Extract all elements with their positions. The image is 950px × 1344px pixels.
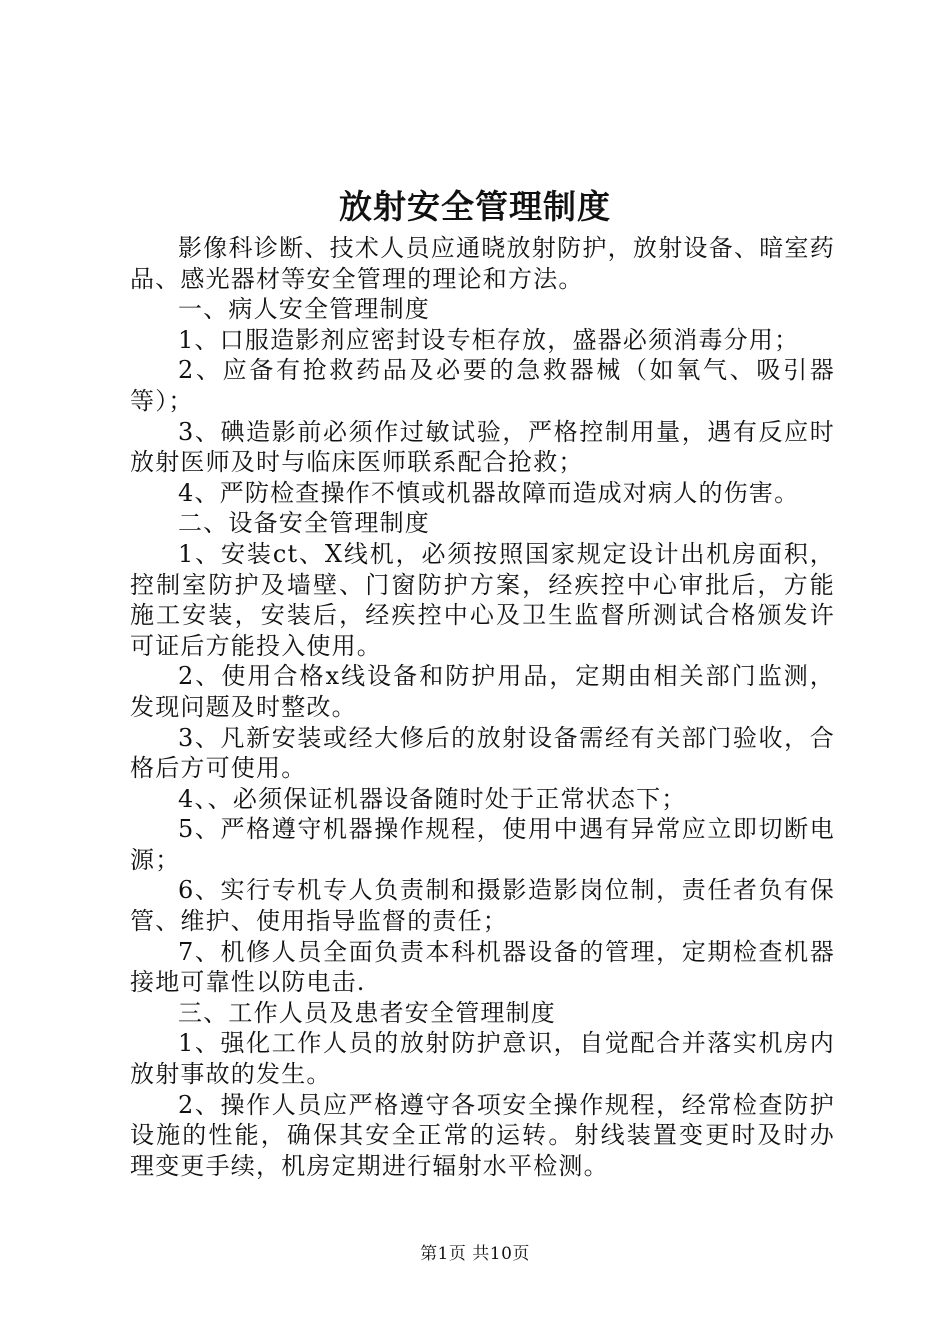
paragraph: 1、口服造影剂应密封设专柜存放，盛器必须消毒分用； [178,325,800,354]
paragraph: 1、安装ct、X线机，必须按照国家规定设计出机房面积，控制室防护及墙壁、门窗防护方案，经疾控中心审批后，方能施工安装，安装后，经疾控中心及卫生监督所测试合格颁发许可证后方能投入使用。 [130,539,835,660]
paragraph: 1、强化工作人员的放射防护意识，自觉配合并落实机房内放射事故的发生。 [130,1029,835,1089]
paragraph: 6、实行专机专人负责制和摄影造影岗位制，责任者负有保管、维护、使用指导监督的责任； [130,876,835,936]
document-title: 放射安全管理制度 [339,187,611,226]
paragraph: 4、、必须保证机器设备随时处于正常状态下； [178,784,687,813]
section-heading-staff-patient-safety: 三、工作人员及患者安全管理制度 [178,998,556,1027]
document-body [130,233,835,1181]
section-heading-patient-safety: 一、病人安全管理制度 [178,295,430,324]
paragraph: 2、应备有抢救药品及必要的急救器械（如氧气、吸引器等）； [130,356,835,415]
paragraph: 3、凡新安装或经大修后的放射设备需经有关部门验收，合格后方可使用。 [130,723,835,783]
paragraph: 7、机修人员全面负责本科机器设备的管理，定期检查机器接地可靠性以防电击. [130,937,835,997]
paragraph: 4、严防检查操作不慎或机器故障而造成对病人的伤害。 [178,478,800,507]
intro-paragraph: 影像科诊断、技术人员应通晓放射防护，放射设备、暗室药品、感光器材等安全管理的理论和方法。 [130,234,835,293]
paragraph: 2、操作人员应严格遵守各项安全操作规程，经常检查防护设施的性能，确保其安全正常的运转。射线装置变更时及时办理变更手续，机房定期进行辐射水平检测。 [130,1090,835,1180]
section-heading-equipment-safety: 二、设备安全管理制度 [178,509,430,538]
paragraph: 3、碘造影前必须作过敏试验，严格控制用量，遇有反应时放射医师及时与临床医师联系配合抢救； [130,417,835,477]
paragraph: 5、严格遵守机器操作规程，使用中遇有异常应立即切断电源； [130,815,835,874]
paragraph: 2、使用合格x线设备和防护用品，定期由相关部门监测，发现问题及时整改。 [130,662,835,721]
page-number-footer: 第1页 共10页 [420,1244,530,1264]
